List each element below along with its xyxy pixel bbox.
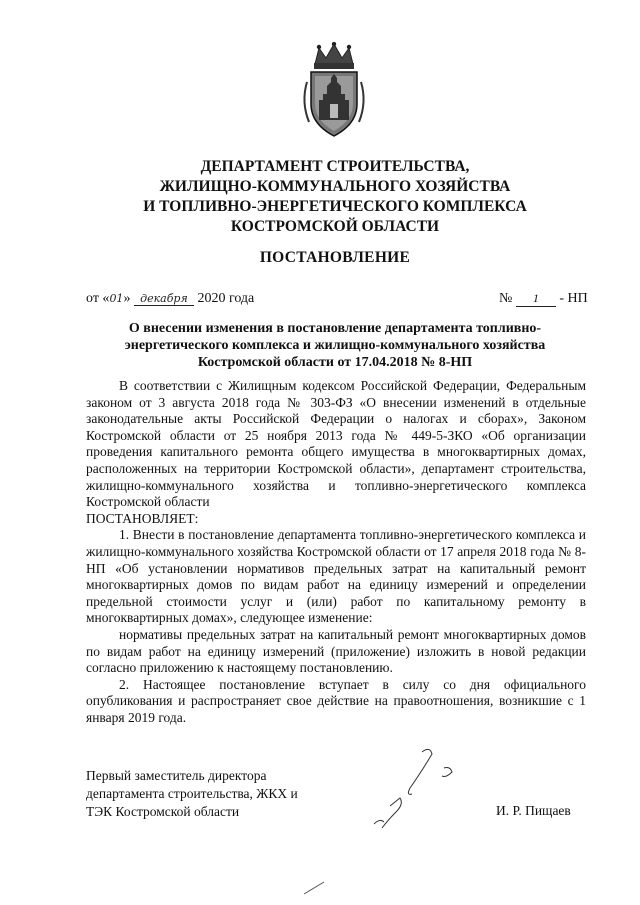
number-suffix: - НП: [559, 291, 588, 306]
subject-line: О внесении изменения в постановление департамента топливно-: [128, 321, 542, 336]
signatory-title-line: ТЭК Костромской области: [86, 804, 240, 819]
department-line: И ТОПЛИВНО-ЭНЕРГЕТИЧЕСКОГО КОМПЛЕКСА: [143, 198, 527, 215]
resolves-paragraph: ПОСТАНОВЛЯЕТ:: [86, 510, 199, 526]
document-date: [86, 291, 254, 307]
signatory-title-line: департамента строительства, ЖКХ и: [86, 786, 298, 801]
signatory-name: И. Р. Пищаев: [496, 803, 571, 818]
document-subject: [100, 320, 570, 371]
date-day: 01: [109, 292, 124, 305]
date-suffix: 2020 года: [197, 291, 255, 306]
subject-line: энергетического комплекса и жилищно-коммунального хозяйства: [124, 338, 546, 353]
preamble-paragraph: В соответствии с Жилищным кодексом Российской Федерации, Федеральным законом от 3 августа 2018 года № 303-ФЗ «О внесении изменений в отдельные законодательные акты Российской Федерации о налогах и сборах», Законом Костромской области от 25 ноября 2013 года № 449-5-ЗКО «Об организации проведения капитального ремонта общего имущества в многоквартирных домах, расположенных на территории Костромской области», департамент строительства, жилищно-коммунального хозяйства и топливно-энергетического комплекса Костромской области: [86, 378, 586, 510]
document-type-title: ПОСТАНОВЛЕНИЕ: [259, 249, 411, 266]
signatory-title: [86, 767, 298, 821]
department-heading: [120, 157, 550, 237]
date-prefix: от «: [86, 291, 110, 306]
document-body: [86, 378, 586, 726]
item-2-paragraph: 2. Настоящее постановление вступает в силу со дня официального опубликования и распространяет свое действие на правоотношения, возникшие с 1 января 2019 года.: [86, 676, 586, 725]
coat-of-arms-icon: [299, 42, 369, 142]
handwritten-signature: [360, 744, 480, 834]
item-1-change-paragraph: нормативы предельных затрат на капитальный ремонт многоквартирных домов по видам работ на единицу измерений (приложение) изложить в новой редакции согласно приложению к настоящему постановлению.: [86, 626, 586, 676]
department-line: ДЕПАРТАМЕНТ СТРОИТЕЛЬСТВА,: [200, 158, 470, 175]
number-value: 1: [516, 291, 556, 307]
number-prefix: №: [499, 291, 513, 306]
item-1-paragraph: 1. Внести в постановление департамента топливно-энергетического комплекса и жилищно-коммунального хозяйства Костромской области от 17 апреля 2018 года № 8-НП «Об установлении нормативов предельных затрат на капитальный ремонт многоквартирных домов по видам работ на единицу измерений и определении предельной стоимости услуг и (или) работ по капитальному ремонту в многоквартирных домах», следующее изменение:: [86, 527, 586, 626]
date-quote-close: »: [123, 291, 131, 306]
department-line: ЖИЛИЩНО-КОММУНАЛЬНОГО ХОЗЯЙСТВА: [159, 178, 511, 195]
subject-line: Костромской области от 17.04.2018 № 8-НП: [197, 355, 473, 370]
date-month: декабря: [134, 292, 194, 306]
signatory-title-line: Первый заместитель директора: [86, 768, 267, 783]
pen-mark: [300, 878, 330, 898]
document-number: [499, 291, 588, 307]
department-line: КОСТРОМСКОЙ ОБЛАСТИ: [230, 218, 440, 235]
